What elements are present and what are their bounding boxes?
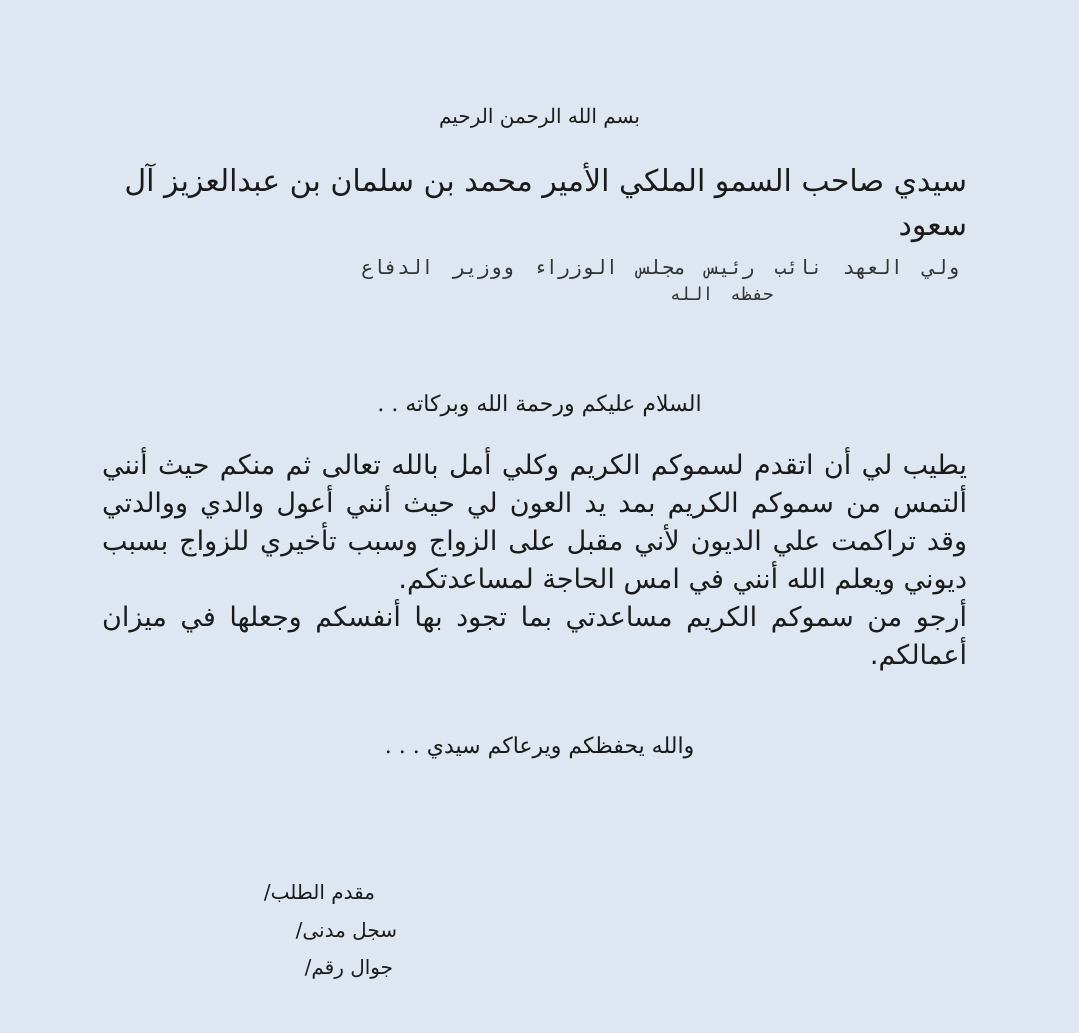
basmala: بسم الله الرحمن الرحيم — [438, 104, 640, 128]
letter-body — [102, 447, 967, 675]
closing: والله يحفظكم ويرعاكم سيدي . . . — [384, 734, 695, 759]
recipient-name: سيدي صاحب السمو الملكي الأمير محمد بن سلمان بن عبدالعزيز آل سعود — [124, 164, 967, 243]
recipient-title: ولي العهد نائب رئيس مجلس الوزراء ووزير الدفاع — [361, 255, 959, 279]
greeting: السلام عليكم ورحمة الله وبركاته . . — [377, 392, 702, 417]
recipient-blessing: حفظه الله — [670, 284, 774, 305]
signature-civil-registry: سجل مدنى/ — [295, 918, 397, 942]
body-paragraph: أرجو من سموكم الكريم مساعدتي بما تجود بها أنفسكم وجعلها في ميزان أعمالكم. — [102, 602, 967, 671]
signature-applicant: مقدم الطلب/ — [263, 880, 375, 904]
body-paragraph: يطيب لي أن اتقدم لسموكم الكريم وكلي أمل بالله تعالى ثم منكم حيث أنني ألتمس من سموكم الكريم بمد يد العون لي حيث أنني أعول والدي ووالدتي وقد تراكمت علي الديون لأني مقبل على الزواج وسبب تأخيري للزواج بسبب ديوني ويعلم الله أنني في امس الحاجة لمساعدتكم. — [102, 450, 967, 595]
signature-mobile: جوال رقم/ — [304, 955, 393, 979]
